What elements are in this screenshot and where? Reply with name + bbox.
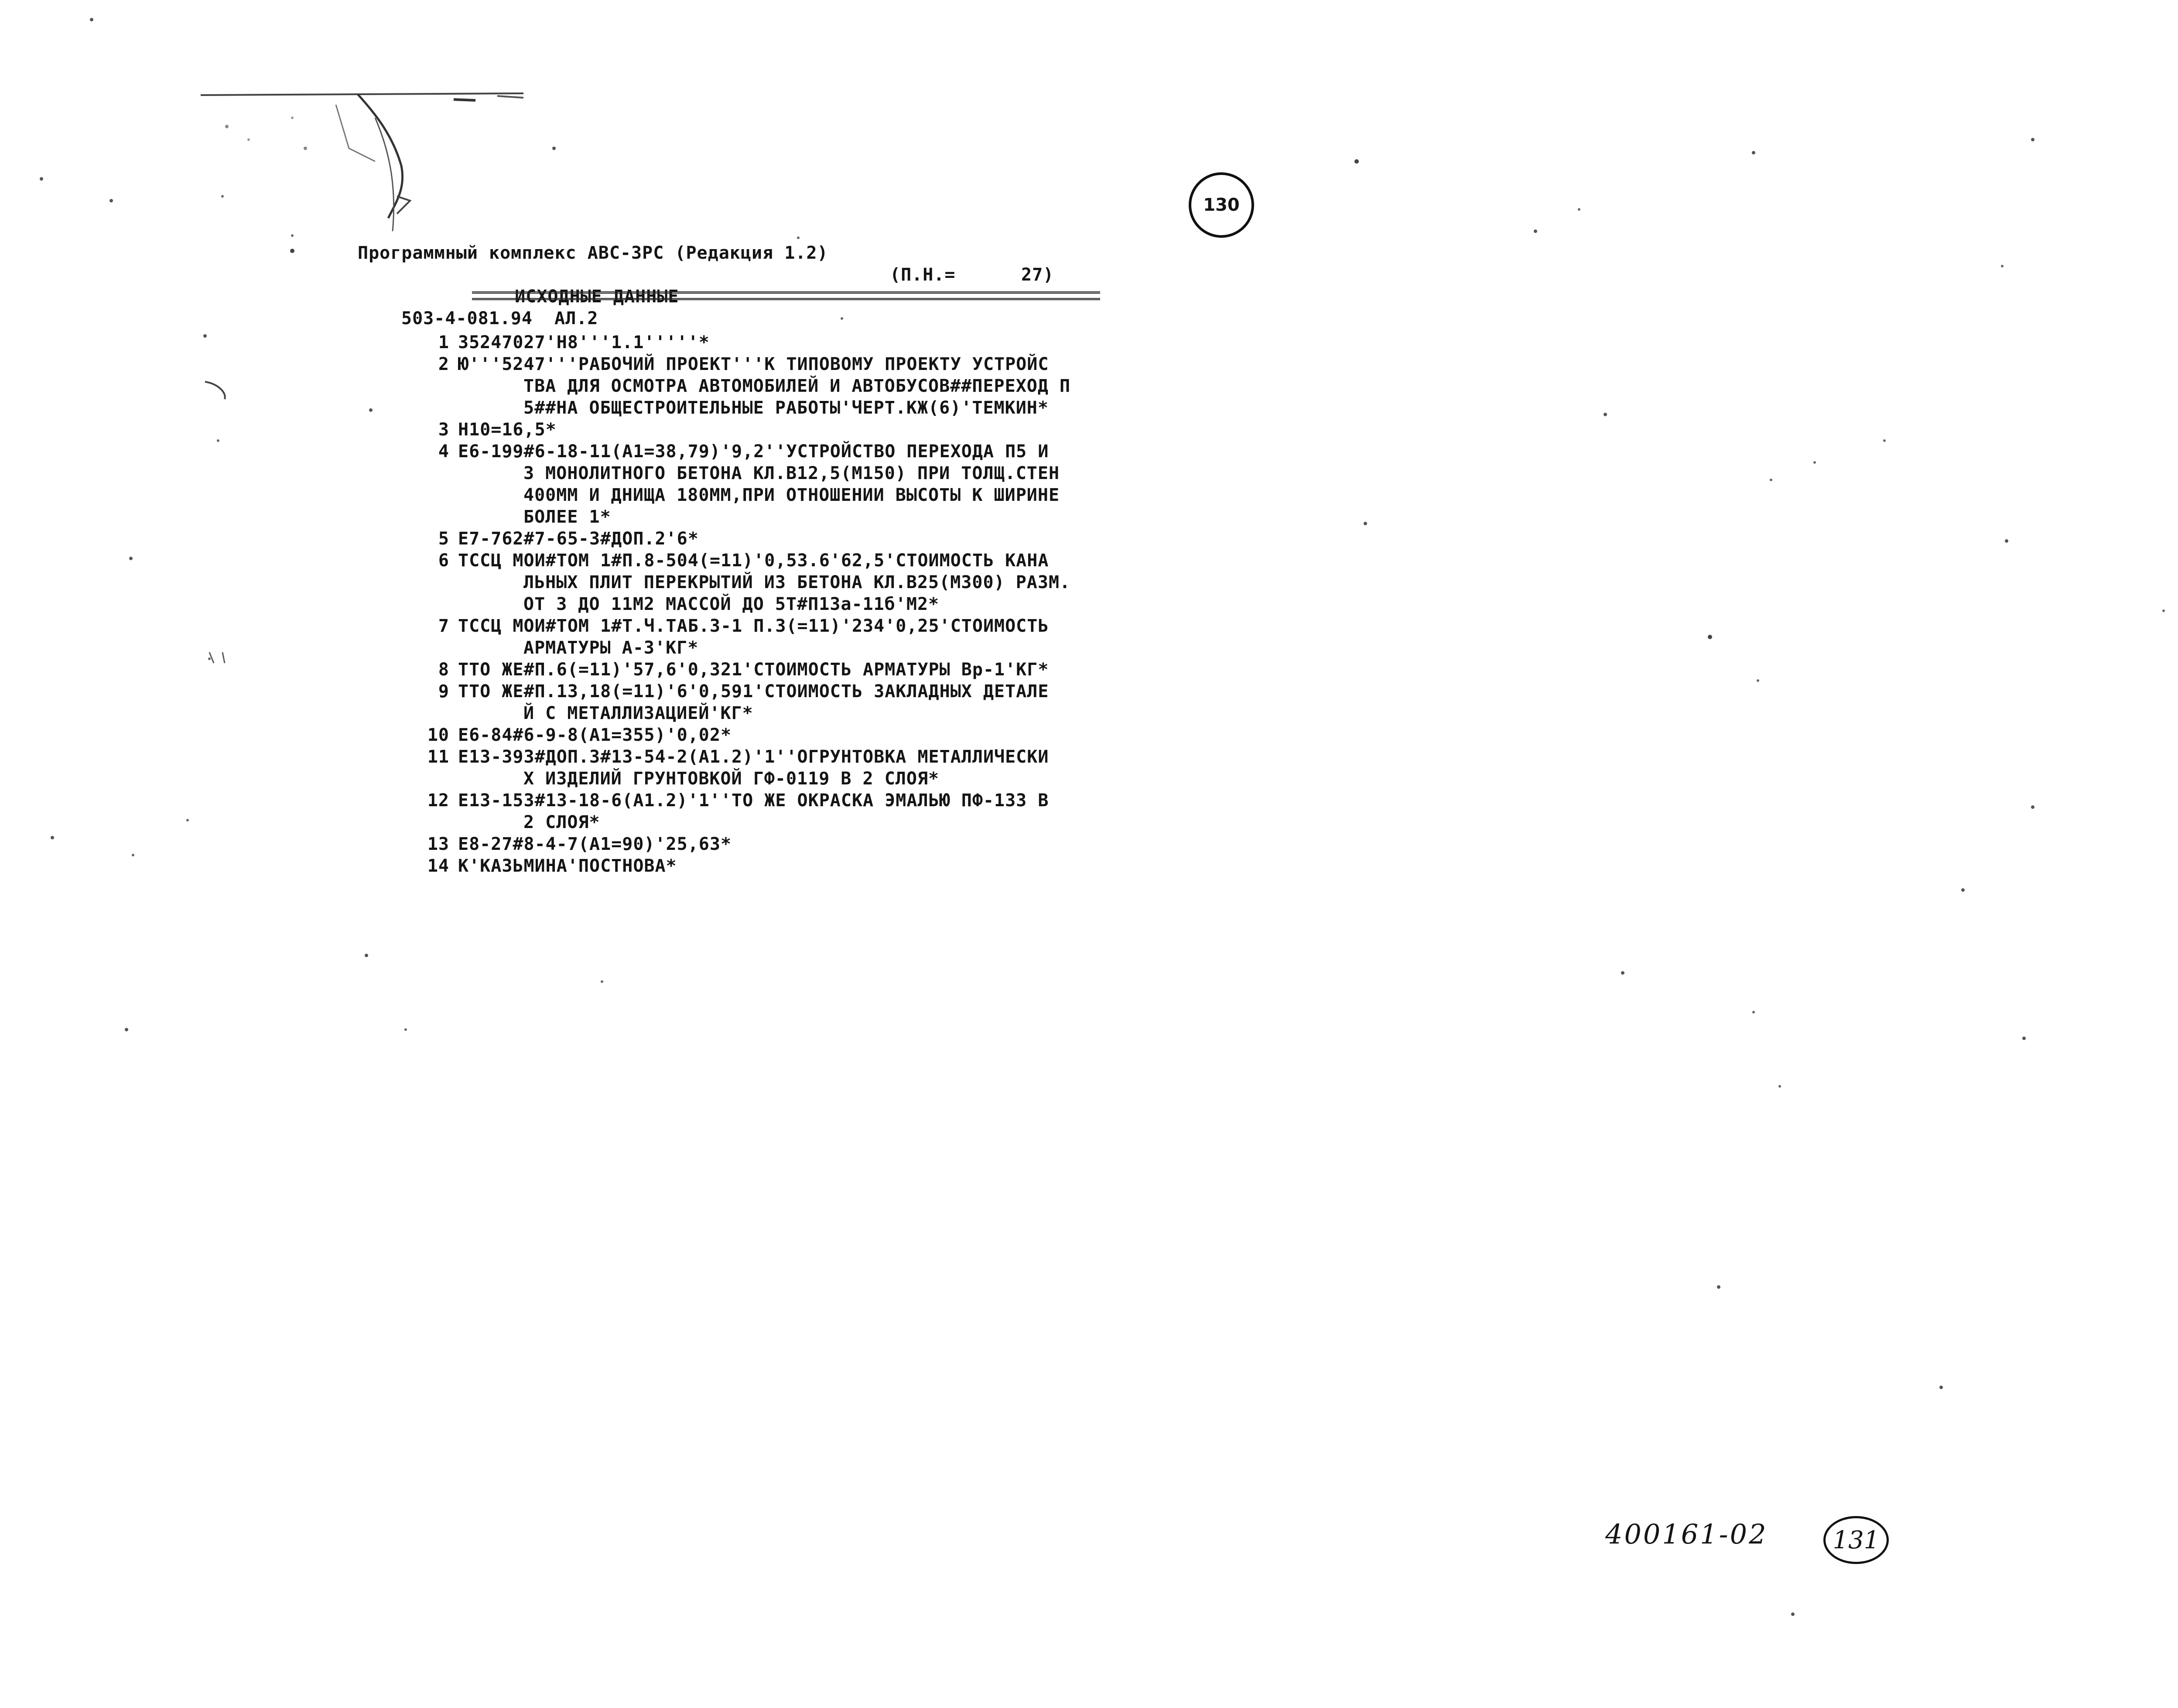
listing-continuation-line: Х ИЗДЕЛИЙ ГРУНТОВКОЙ ГФ-0119 В 2 СЛОЯ* bbox=[523, 769, 940, 789]
listing-line: Е13-393#ДОП.3#13-54-2(А1.2)'1''ОГРУНТОВКА МЕТАЛЛИЧЕСКИ bbox=[458, 747, 1049, 767]
listing-row bbox=[419, 681, 1186, 724]
listing-row-text bbox=[458, 659, 1049, 681]
listing-row-number: 14 bbox=[427, 856, 449, 876]
listing-row-text bbox=[458, 724, 732, 746]
listing-row-number: 8 bbox=[438, 660, 449, 680]
listing-row-number: 6 bbox=[438, 551, 449, 571]
listing-continuation-line: АРМАТУРЫ А-3'КГ* bbox=[523, 638, 699, 658]
listing-line: Е13-153#13-18-6(А1.2)'1''ТО ЖЕ ОКРАСКА ЭМАЛЬЮ ПФ-133 В bbox=[458, 791, 1049, 811]
double-rule-divider bbox=[472, 291, 1100, 300]
listing-row bbox=[419, 724, 1186, 746]
input-data-listing bbox=[419, 332, 1186, 877]
listing-row-text bbox=[458, 746, 1049, 790]
listing-row bbox=[419, 550, 1186, 615]
listing-row-text bbox=[458, 681, 1049, 724]
listing-line: ТССЦ МОИ#ТОМ 1#Т.Ч.ТАБ.3-1 П.3(=11)'234'0,25'СТОИМОСТЬ bbox=[458, 616, 1049, 636]
listing-line: ТТО ЖЕ#П.6(=11)'57,6'0,321'СТОИМОСТЬ АРМАТУРЫ Вр-1'КГ* bbox=[458, 660, 1049, 680]
handwritten-archive-code: 400161-02 bbox=[1605, 1518, 1768, 1550]
listing-row-number: 13 bbox=[427, 834, 449, 854]
listing-row-text bbox=[458, 441, 1060, 528]
listing-row bbox=[419, 855, 1186, 877]
listing-row-number: 10 bbox=[427, 725, 449, 745]
listing-continuation-line: ОТ 3 ДО 11М2 МАССОЙ ДО 5Т#П13а-11б'М2* bbox=[523, 594, 940, 614]
section-pn-value: (П.Н.= 27) bbox=[890, 265, 1054, 285]
listing-continuation-line: ТВА ДЛЯ ОСМОТРА АВТОМОБИЛЕЙ И АВТОБУСОВ##ПЕРЕХОД П bbox=[523, 376, 1071, 396]
listing-row bbox=[419, 659, 1186, 681]
listing-line: Е6-84#6-9-8(А1=355)'0,02* bbox=[458, 725, 732, 745]
listing-row bbox=[419, 790, 1186, 833]
listing-row-number: 4 bbox=[438, 442, 449, 462]
listing-line: Е7-762#7-65-3#ДОП.2'6* bbox=[458, 529, 699, 549]
listing-row bbox=[419, 833, 1186, 855]
listing-line: Н10=16,5* bbox=[458, 420, 557, 440]
listing-row-number: 7 bbox=[438, 616, 449, 636]
listing-continuation-line: З МОНОЛИТНОГО БЕТОНА КЛ.В12,5(М150) ПРИ ТОЛЩ.СТЕН bbox=[523, 463, 1060, 483]
listing-row-text bbox=[458, 550, 1070, 615]
listing-row-text bbox=[458, 855, 677, 877]
listing-line: Ю'''5247'''РАБОЧИЙ ПРОЕКТ'''К ТИПОВОМУ ПРОЕКТУ УСТРОЙС bbox=[458, 354, 1049, 374]
listing-row-number: 5 bbox=[438, 529, 449, 549]
listing-row-text bbox=[458, 833, 732, 855]
listing-row-text bbox=[458, 790, 1049, 833]
listing-row-text bbox=[458, 353, 1070, 419]
page-number-stamp bbox=[1189, 172, 1254, 238]
listing-row-number: 11 bbox=[427, 747, 449, 767]
handwritten-page-circle bbox=[1823, 1516, 1889, 1564]
listing-line: 35247027'Н8'''1.1'''''* bbox=[458, 332, 710, 353]
listing-row bbox=[419, 332, 1186, 353]
listing-row-text bbox=[458, 528, 699, 550]
listing-row-number: 1 bbox=[438, 332, 449, 353]
listing-row bbox=[419, 615, 1186, 659]
handwritten-page-number: 131 bbox=[1833, 1526, 1880, 1554]
header-document-code: 503-4-081.94 АЛ.2 bbox=[401, 308, 598, 329]
stamp-page-number: 130 bbox=[1203, 195, 1240, 215]
listing-line: К'КАЗЬМИНА'ПОСТНОВА* bbox=[458, 856, 677, 876]
listing-row bbox=[419, 746, 1186, 790]
listing-line: ТТО ЖЕ#П.13,18(=11)'6'0,591'СТОИМОСТЬ ЗАКЛАДНЫХ ДЕТАЛЕ bbox=[458, 681, 1049, 702]
listing-row bbox=[419, 419, 1186, 441]
header-program-name: Программный комплекс АВС-3РС (Редакция 1.2) bbox=[358, 243, 828, 263]
listing-continuation-line: БОЛЕЕ 1* bbox=[523, 507, 611, 527]
listing-continuation-line: 2 СЛОЯ* bbox=[523, 812, 600, 832]
listing-row bbox=[419, 441, 1186, 528]
listing-line: ТССЦ МОИ#ТОМ 1#П.8-504(=11)'0,53.6'62,5'СТОИМОСТЬ КАНА bbox=[458, 551, 1049, 571]
listing-row-text bbox=[458, 419, 557, 441]
listing-continuation-line: 400ММ И ДНИЩА 180ММ,ПРИ ОТНОШЕНИИ ВЫСОТЫ К ШИРИНЕ bbox=[523, 485, 1060, 505]
listing-continuation-line: ЛЬНЫХ ПЛИТ ПЕРЕКРЫТИЙ ИЗ БЕТОНА КЛ.В25(М300) РАЗМ. bbox=[523, 572, 1071, 592]
listing-row-text bbox=[458, 615, 1049, 659]
section-title: ИСХОДНЫЕ ДАННЫЕ bbox=[515, 287, 679, 307]
listing-line: Е8-27#8-4-7(А1=90)'25,63* bbox=[458, 834, 732, 854]
listing-row bbox=[419, 353, 1186, 419]
listing-row-text bbox=[458, 332, 710, 353]
listing-row-number: 2 bbox=[438, 354, 449, 374]
listing-continuation-line: 5##НА ОБЩЕСТРОИТЕЛЬНЫЕ РАБОТЫ'ЧЕРТ.КЖ(6)'ТЕМКИН* bbox=[523, 398, 1049, 418]
listing-row-number: 12 bbox=[427, 791, 449, 811]
listing-line: Е6-199#6-18-11(А1=38,79)'9,2''УСТРОЙСТВО ПЕРЕХОДА П5 И bbox=[458, 442, 1049, 462]
listing-row-number: 9 bbox=[438, 681, 449, 702]
listing-continuation-line: Й С МЕТАЛЛИЗАЦИЕЙ'КГ* bbox=[523, 703, 753, 723]
listing-row-number: 3 bbox=[438, 420, 449, 440]
listing-row bbox=[419, 528, 1186, 550]
